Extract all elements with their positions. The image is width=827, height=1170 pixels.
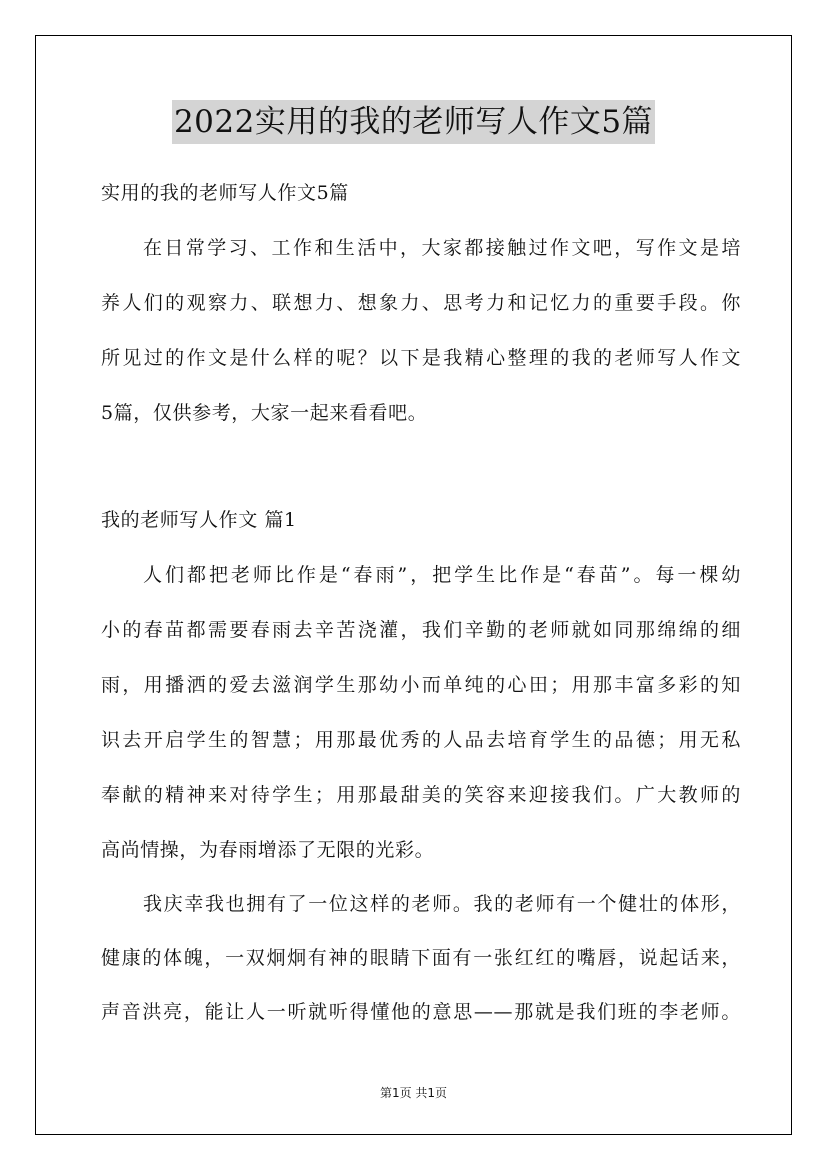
page-footer: 第1页 共1页 <box>379 1086 448 1100</box>
paragraph-line: 人们都把老师比作是“春雨”，把学生比作是“春苗”。每一棵幼 <box>143 564 741 586</box>
paragraph-line: 我庆幸我也拥有了一位这样的老师。我的老师有一个健壮的体形， <box>143 893 741 915</box>
intro-line: 5篇，仅供参考，大家一起来看看吧。 <box>101 402 428 424</box>
paragraph-line: 奉献的精神来对待学生；用那最甜美的笑容来迎接我们。广大教师的 <box>101 784 741 806</box>
document-subtitle: 实用的我的老师写人作文5篇 <box>101 182 349 204</box>
intro-line: 养人们的观察力、联想力、想象力、思考力和记忆力的重要手段。你 <box>101 292 741 314</box>
paragraph-line: 健康的体魄，一双炯炯有神的眼睛下面有一张红红的嘴唇，说起话来， <box>101 947 741 969</box>
intro-line: 所见过的作文是什么样的呢？以下是我精心整理的我的老师写人作文 <box>101 347 741 369</box>
paragraph-line: 高尚情操，为春雨增添了无限的光彩。 <box>101 839 435 861</box>
title-container <box>0 100 827 144</box>
paragraph-line: 雨，用播洒的爱去滋润学生那幼小而单纯的心田；用那丰富多彩的知 <box>101 674 741 696</box>
document-title: 2022实用的我的老师写人作文5篇 <box>172 100 655 144</box>
section-heading: 我的老师写人作文 篇1 <box>101 509 297 531</box>
paragraph-line: 小的春苗都需要春雨去辛苦浇灌，我们辛勤的老师就如同那绵绵的细 <box>101 619 741 641</box>
paragraph-line: 识去开启学生的智慧；用那最优秀的人品去培育学生的品德；用无私 <box>101 729 741 751</box>
paragraph-line: 声音洪亮，能让人一听就听得懂他的意思——那就是我们班的李老师。 <box>101 1001 741 1023</box>
intro-line: 在日常学习、工作和生活中，大家都接触过作文吧，写作文是培 <box>143 237 741 259</box>
